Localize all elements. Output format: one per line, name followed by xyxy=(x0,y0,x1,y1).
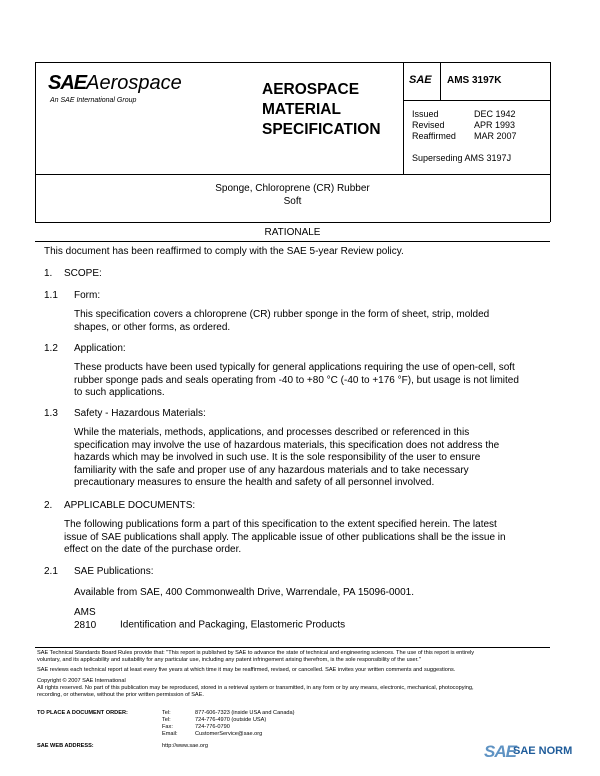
footer-rule xyxy=(35,647,550,648)
sae-aerospace-logo xyxy=(48,72,182,95)
section-2-1-text: Available from SAE, 400 Commonwealth Drive, Warrendale, PA 15096-0001. xyxy=(74,587,414,598)
section-number: 1.1 xyxy=(44,290,58,301)
issued-label: Issued xyxy=(412,109,439,119)
section-1-2-text xyxy=(74,362,519,400)
logo-aerospace: Aerospace xyxy=(86,72,182,94)
contact-label: Tel: xyxy=(162,717,171,723)
section-2-text xyxy=(64,519,506,557)
rationale-text: This document has been reaffirmed to comply with the SAE 5-year Review policy. xyxy=(44,246,404,257)
logo-sae: SAE xyxy=(48,72,87,94)
section-number: 2.1 xyxy=(44,566,58,577)
title-bottom-rule xyxy=(35,222,550,223)
contact-label: Email: xyxy=(162,731,178,737)
web-address: http://www.sae.org xyxy=(162,743,209,749)
section-title: Application: xyxy=(74,343,126,354)
sae-mark: SAE xyxy=(409,74,432,86)
notice-line: SAE Technical Standards Board Rules provide that: "This report is published by SAE to advance the state of technical and engineering sciences. The use of this report is entirely xyxy=(37,650,475,656)
section-title: APPLICABLE DOCUMENTS: xyxy=(64,500,196,511)
sae-mark-divider xyxy=(440,62,441,100)
title-line-2: MATERIAL xyxy=(262,101,341,118)
section-1-3-heading xyxy=(44,408,206,421)
doc-number-rule xyxy=(403,100,550,101)
section-title: SCOPE: xyxy=(64,268,102,279)
contact-label: Tel: xyxy=(162,710,171,716)
section-number: 1.2 xyxy=(44,343,58,354)
text-line: This specification covers a chloroprene (CR) rubber sponge in the form of sheet, strip, molded xyxy=(74,309,490,320)
contact-value: 877-606-7323 (inside USA and Canada) xyxy=(195,710,295,716)
section-title: Safety - Hazardous Materials: xyxy=(74,408,206,419)
contact-value: 724-776-4970 (outside USA) xyxy=(195,717,267,723)
issued-value: DEC 1942 xyxy=(474,109,516,119)
reference-code: AMS 2810 xyxy=(74,607,97,631)
text-line: rubber sponge pads and seals operating from -40 to +80 °C (-40 to +176 °F), but usage is not limited xyxy=(74,374,519,386)
contact-block xyxy=(162,710,295,738)
rationale-heading: RATIONALE xyxy=(264,227,321,238)
rationale-rule xyxy=(35,241,550,242)
text-line: While the materials, methods, applications, and processes described or referenced in this xyxy=(74,427,470,438)
logo-tagline: An SAE International Group xyxy=(50,97,137,104)
section-1-2-heading xyxy=(44,343,126,356)
text-line: familiarity with the safe and proper use of any hazardous materials and to take necessary xyxy=(74,464,469,476)
footer-notices xyxy=(37,650,549,699)
web-label: SAE WEB ADDRESS: xyxy=(37,743,94,749)
revised-label: Revised xyxy=(412,120,445,130)
section-1-3-text xyxy=(74,427,499,490)
doc-number: AMS 3197K xyxy=(447,75,502,86)
title-line-1: AEROSPACE xyxy=(262,81,360,98)
section-1-1-text xyxy=(74,309,489,334)
section-1-1-heading xyxy=(44,290,100,303)
date-block xyxy=(412,109,542,142)
header-top-rule xyxy=(35,62,550,63)
text-line: These products have been used typically for general applications requiring the use of open-cell, soft xyxy=(74,362,515,373)
text-line: effect on the date of the purchase order. xyxy=(64,544,242,555)
reaffirmed-label: Reaffirmed xyxy=(412,131,456,141)
reaffirmed-value: MAR 2007 xyxy=(474,131,517,141)
document-title-line-2: Soft xyxy=(283,195,302,207)
text-line: shapes, or other forms, as ordered. xyxy=(74,321,231,333)
contact-value: CustomerService@sae.org xyxy=(195,731,263,737)
section-2-1-heading xyxy=(44,566,154,579)
contact-label: Fax: xyxy=(162,724,173,730)
rights-line: recording, or otherwise, without the prior written permission of SAE. xyxy=(37,692,204,698)
header-divider xyxy=(403,62,404,174)
watermark-text: SAE NORM xyxy=(513,745,573,757)
sae-norm-watermark xyxy=(484,742,516,762)
notice-line: SAE reviews each technical report at least every five years at which time it may be reaffirmed, revised, or cancelled. SAE invites your written comments and suggestions. xyxy=(37,667,456,673)
document-title-line-1: Sponge, Chloroprene (CR) Rubber xyxy=(215,183,370,194)
section-number: 1. xyxy=(44,268,53,279)
section-title: SAE Publications: xyxy=(74,566,154,577)
text-line: hazards which may be involved in such use. It is the sole responsibility of the user to ensure xyxy=(74,452,481,463)
title-line-3: SPECIFICATION xyxy=(262,121,381,138)
copyright: Copyright © 2007 SAE International xyxy=(37,678,126,684)
text-line: precautionary measures to ensure the health and safety of all personnel involved. xyxy=(74,477,435,488)
section-number: 2. xyxy=(44,500,53,511)
document-title xyxy=(35,183,550,208)
section-number: 1.3 xyxy=(44,408,58,419)
watermark-sae-logo: SAE xyxy=(484,742,516,761)
section-2-heading xyxy=(44,500,195,513)
section-title: Form: xyxy=(74,290,101,301)
order-label: TO PLACE A DOCUMENT ORDER: xyxy=(37,710,128,716)
superseding-note: Superseding AMS 3197J xyxy=(412,153,512,163)
text-line: to such applications. xyxy=(74,387,165,398)
contact-value: 724-776-0790 xyxy=(195,724,230,730)
rights-line: All rights reserved. No part of this publication may be reproduced, stored in a retrieval system or transmitted, in any form or by any means, electronic, mechanical, photocopying, xyxy=(37,685,474,691)
spec-type-title xyxy=(262,80,381,140)
section-1-heading xyxy=(44,268,102,281)
reference-title: Identification and Packaging, Elastomeric Products xyxy=(120,619,346,631)
text-line: The following publications form a part of this specification to the extent specified herein. The latest xyxy=(64,519,497,530)
revised-value: APR 1993 xyxy=(474,120,516,130)
section-2-1-reference xyxy=(74,607,345,632)
notice-line: voluntary, and its applicability and suitability for any particular use, including any patent infringement arising therefrom, is the sole responsibility of the user." xyxy=(37,657,421,663)
text-line: specification may involve the use of hazardous materials, this specification does not address the xyxy=(74,439,500,451)
text-line: issue of SAE publications shall apply. The applicable issue of other publications shall be the issue in xyxy=(64,531,506,543)
